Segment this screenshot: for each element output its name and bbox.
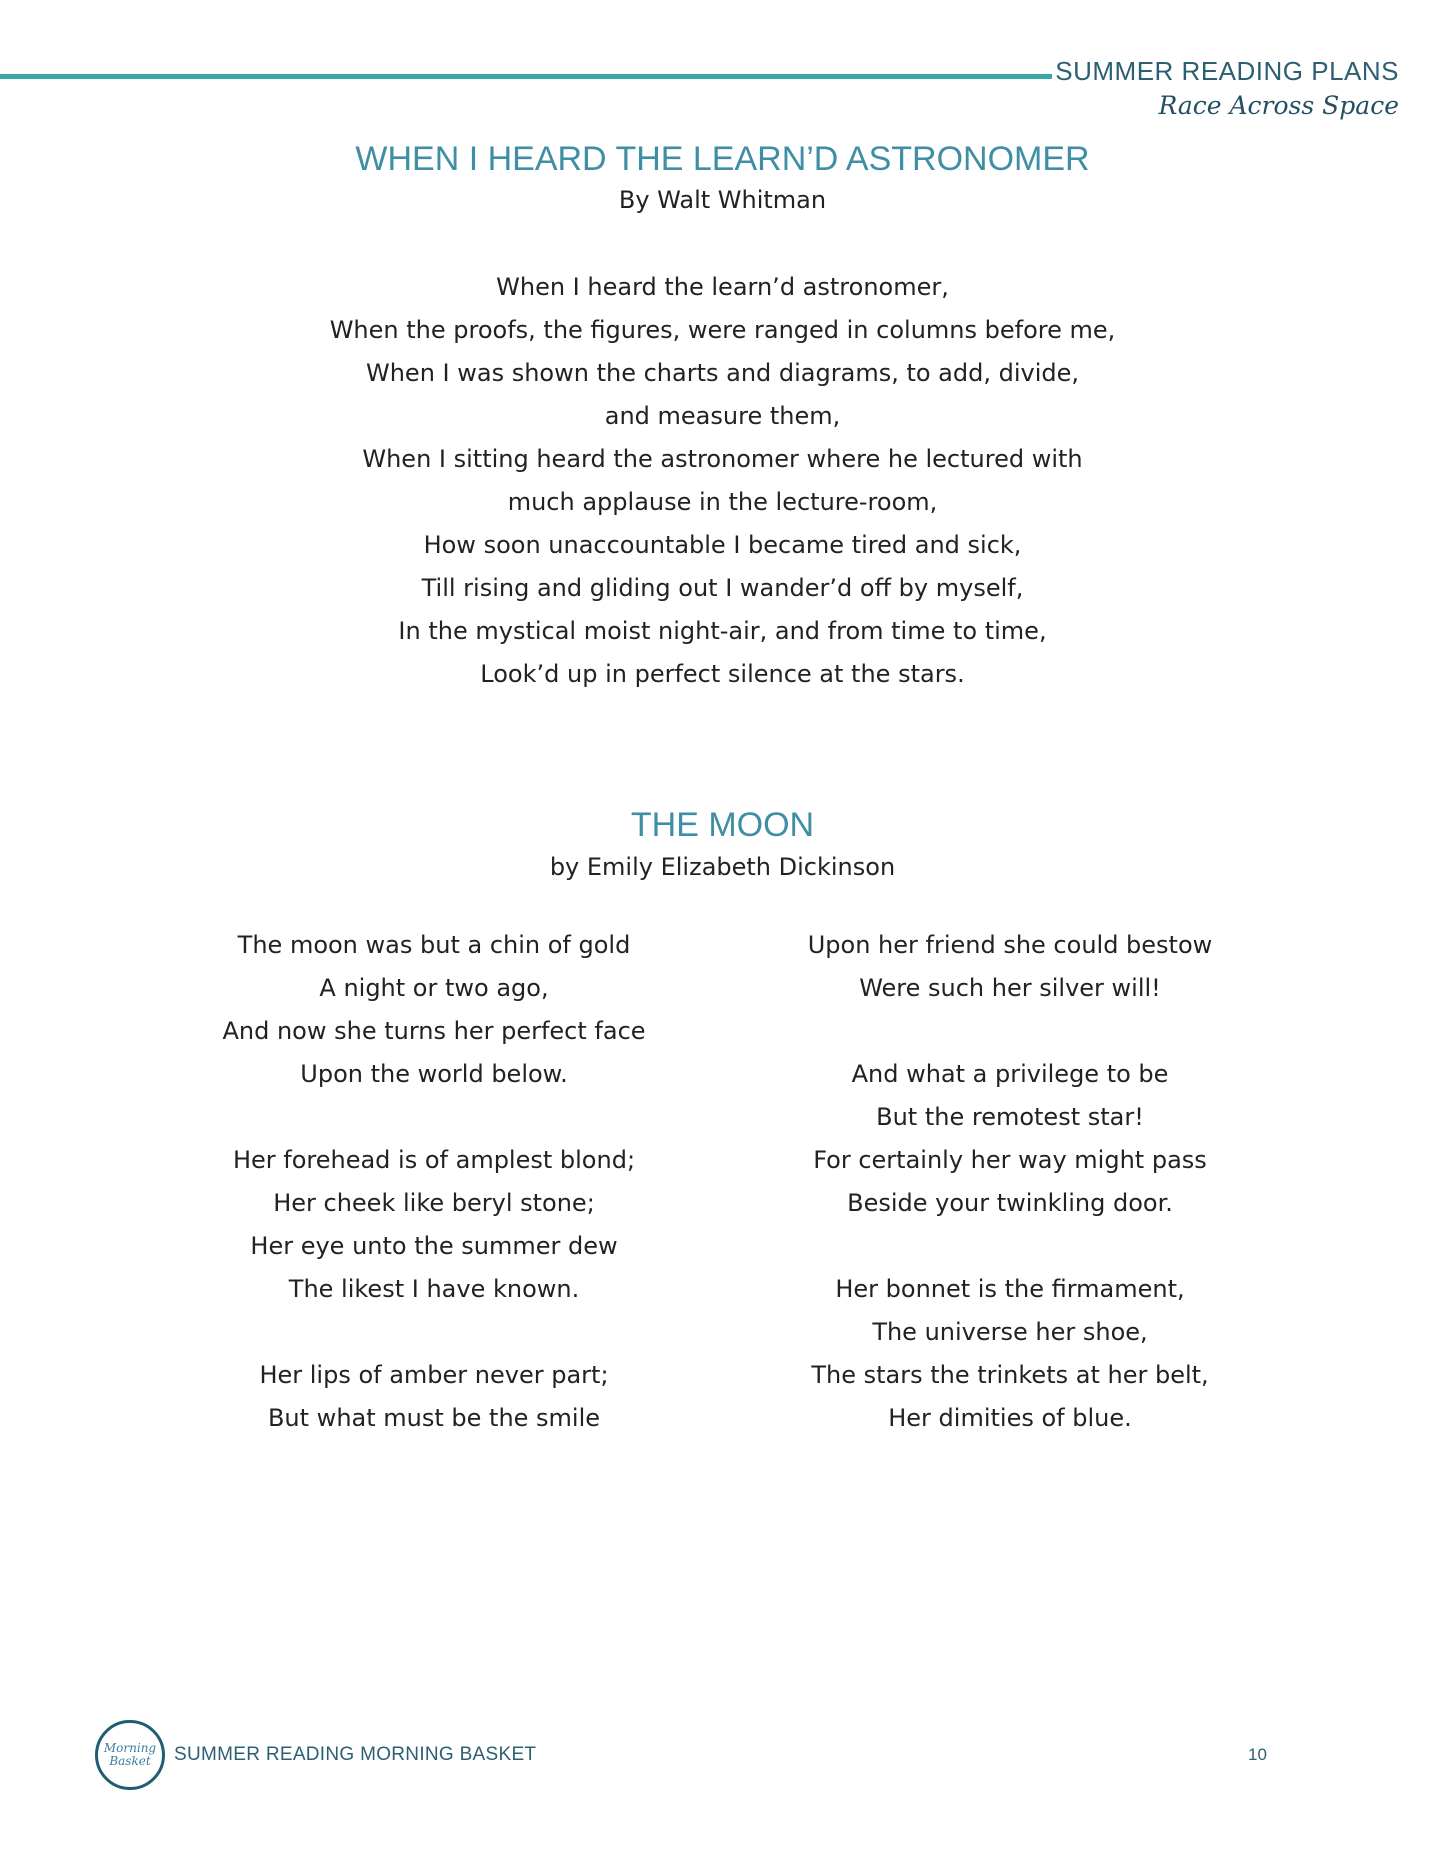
poem-line: In the mystical moist night-air, and from time to time, (398, 617, 1047, 645)
poem-column-right (770, 924, 1250, 1440)
poem-line: When I sitting heard the astronomer where he lectured with (362, 445, 1083, 473)
header-title: SUMMER READING PLANS (1055, 56, 1399, 86)
poem-title: THE MOON (630, 806, 815, 844)
poem-line: Beside your twinkling door. (847, 1189, 1173, 1217)
logo-text: Morning Basket (103, 1741, 157, 1768)
poem-line: When the proofs, the figures, were ranged in columns before me, (329, 316, 1116, 344)
poem-line: Her lips of amber never part; (259, 1361, 609, 1389)
poem-line: Were such her silver will! (859, 974, 1161, 1002)
poem-line: And what a privilege to be (851, 1060, 1169, 1088)
stanza-break (194, 1311, 674, 1354)
poem-line: much applause in the lecture-room, (507, 488, 938, 516)
poem-line: Her bonnet is the firmament, (835, 1275, 1185, 1303)
poem-line: The stars the trinkets at her belt, (811, 1361, 1209, 1389)
poem-author: By Walt Whitman (618, 186, 827, 214)
header-divider (0, 74, 1052, 79)
poem-author: by Emily Elizabeth Dickinson (549, 853, 896, 881)
poem-line: Her cheek like beryl stone; (273, 1189, 595, 1217)
poem-line: The moon was but a chin of gold (237, 931, 631, 959)
poem-column-left (194, 924, 674, 1440)
header-brand (1055, 56, 1399, 124)
stanza-break (770, 1225, 1250, 1268)
poem-line: A night or two ago, (319, 974, 549, 1002)
poem-line: When I was shown the charts and diagrams, to add, divide, (365, 359, 1080, 387)
poem-line: Upon her friend she could bestow (807, 931, 1213, 959)
poem-line: When I heard the learn’d astronomer, (496, 273, 949, 301)
poem-line: But what must be the smile (267, 1404, 601, 1432)
morning-basket-logo (95, 1720, 165, 1790)
poem-line: and measure them, (604, 402, 841, 430)
poem-title: WHEN I HEARD THE LEARN’D ASTRONOMER (355, 140, 1090, 178)
stanza-break (194, 1096, 674, 1139)
poem-line: The likest I have known. (288, 1275, 580, 1303)
page-number: 10 (1248, 1745, 1267, 1764)
stanza-break (770, 1010, 1250, 1053)
poem-line: Her forehead is of amplest blond; (232, 1146, 636, 1174)
poem-line: But the remotest star! (876, 1103, 1144, 1131)
poem-line: Look’d up in perfect silence at the stars. (480, 660, 965, 688)
poem-body (300, 266, 1145, 696)
poem-line: Upon the world below. (300, 1060, 568, 1088)
poem-line: Her eye unto the summer dew (250, 1232, 618, 1260)
poem-line: And now she turns her perfect face (222, 1017, 646, 1045)
poem-line: Her dimities of blue. (888, 1404, 1132, 1432)
poem-line: Till rising and gliding out I wander’d off by myself, (421, 574, 1024, 602)
header-subtitle: Race Across Space (1158, 91, 1399, 120)
footer-label: SUMMER READING MORNING BASKET (174, 1744, 537, 1765)
poem-line: How soon unaccountable I became tired and sick, (423, 531, 1022, 559)
poem-line: For certainly her way might pass (813, 1146, 1207, 1174)
poem-line: The universe her shoe, (872, 1318, 1148, 1346)
